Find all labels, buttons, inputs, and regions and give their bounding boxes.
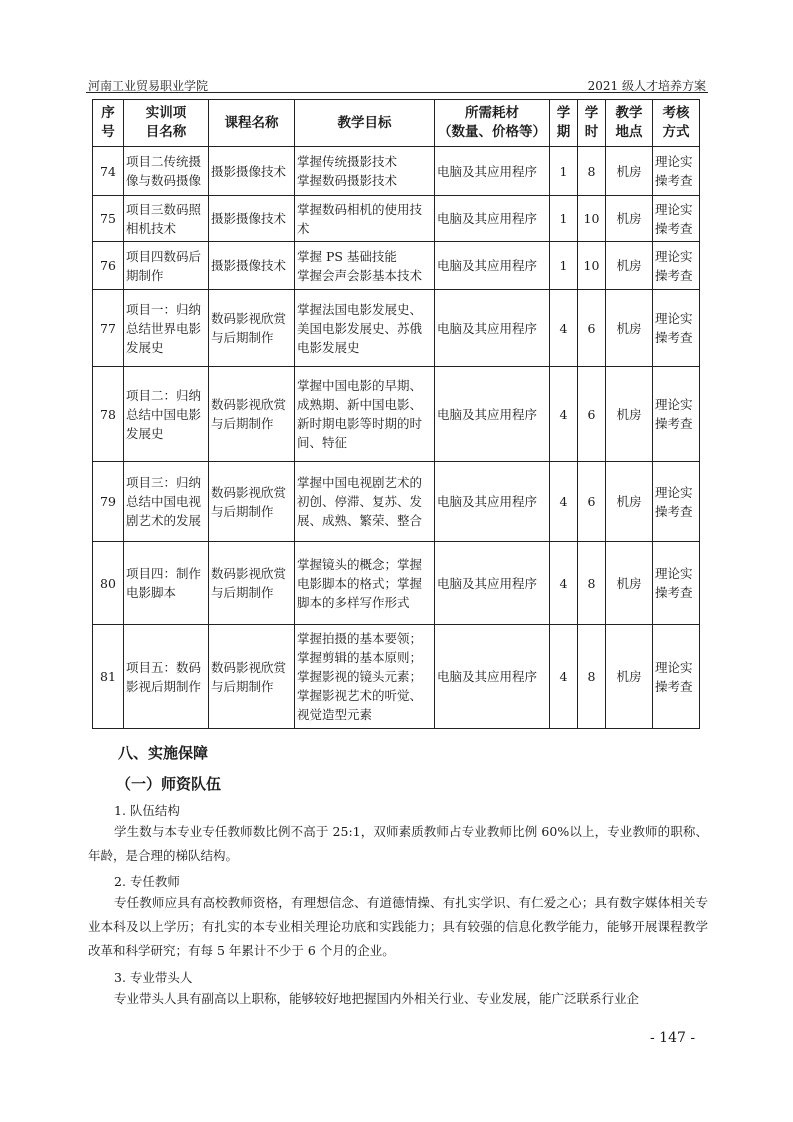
table-row: [93, 462, 700, 542]
header-doc-title: 2021 级人才培养方案: [587, 79, 706, 93]
item-heading-2: 2. 专任教师: [114, 874, 180, 889]
cell-place: 机房: [606, 367, 653, 462]
cell-no: 75: [93, 196, 124, 242]
column-header: 课程名称: [209, 100, 295, 147]
cell-term: 1: [550, 242, 578, 290]
header-institution: 河南工业贸易职业学院: [88, 79, 209, 93]
cell-hours: 6: [578, 367, 606, 462]
cell-hours: 8: [578, 147, 606, 196]
column-header: 序 号: [93, 100, 124, 147]
table-row: [93, 625, 700, 729]
item-heading-1: 1. 队伍结构: [114, 803, 180, 818]
cell-course: 数码影视欣赏与后期制作: [209, 290, 295, 367]
column-header: 所需耗材 （数量、价格等）: [435, 100, 550, 147]
column-header: 学 时: [578, 100, 606, 147]
item-text-2: 专任教师应具有高校教师资格，有理想信念、有道德情操、有扎实学识、有仁爱之心；具有数字媒体相关专业本科及以上学历；有扎实的本专业相关理论功底和实践能力；具有较强的信息化教学能力，能够开展课程教学改革和科学研究；有每 5 年累计不少于 6 个月的企业。: [88, 895, 708, 958]
section-title: 八、实施保障: [118, 744, 209, 762]
cell-goal: 掌握中国电影的早期、成熟期、新中国电影、新时期电影等时期的时间、特征: [295, 367, 435, 462]
column-header: 考核 方式: [653, 100, 700, 147]
cell-goal: 掌握中国电视剧艺术的初创、停滞、复苏、发展、成熟、繁荣、整合: [295, 462, 435, 542]
cell-hours: 8: [578, 625, 606, 729]
cell-materials: 电脑及其应用程序: [435, 542, 550, 625]
column-header: 实训项 目名称: [124, 100, 209, 147]
item-heading-3: 3. 专业带头人: [114, 970, 193, 985]
cell-no: 81: [93, 625, 124, 729]
cell-project: 项目三数码照相机技术: [124, 196, 209, 242]
cell-no: 78: [93, 367, 124, 462]
cell-project: 项目一：归纳总结世界电影发展史: [124, 290, 209, 367]
column-header: 教学 地点: [606, 100, 653, 147]
cell-assess: 理论实操考查: [653, 542, 700, 625]
cell-hours: 10: [578, 196, 606, 242]
cell-term: 4: [550, 290, 578, 367]
table-header-row: [93, 100, 700, 147]
cell-place: 机房: [606, 290, 653, 367]
cell-materials: 电脑及其应用程序: [435, 367, 550, 462]
training-table: [92, 99, 700, 729]
header-rule: [86, 92, 708, 93]
cell-hours: 6: [578, 290, 606, 367]
cell-no: 79: [93, 462, 124, 542]
column-header: 学 期: [550, 100, 578, 147]
table-row: [93, 367, 700, 462]
table-row: [93, 196, 700, 242]
cell-place: 机房: [606, 542, 653, 625]
cell-hours: 8: [578, 542, 606, 625]
cell-materials: 电脑及其应用程序: [435, 242, 550, 290]
cell-goal: 掌握拍摄的基本要领；掌握剪辑的基本原则；掌握影视的镜头元素；掌握影视艺术的听觉、视觉造型元素: [295, 625, 435, 729]
cell-materials: 电脑及其应用程序: [435, 196, 550, 242]
cell-place: 机房: [606, 196, 653, 242]
cell-assess: 理论实操考查: [653, 242, 700, 290]
cell-assess: 理论实操考查: [653, 367, 700, 462]
cell-assess: 理论实操考查: [653, 196, 700, 242]
cell-goal: 掌握 PS 基础技能 掌握会声会影基本技术: [295, 242, 435, 290]
cell-course: 数码影视欣赏与后期制作: [209, 462, 295, 542]
section-subtitle: （一）师资队伍: [116, 775, 222, 793]
cell-project: 项目二传统摄像与数码摄像: [124, 147, 209, 196]
column-header: 教学目标: [295, 100, 435, 147]
cell-course: 数码影视欣赏与后期制作: [209, 625, 295, 729]
cell-assess: 理论实操考查: [653, 147, 700, 196]
cell-goal: 掌握镜头的概念；掌握电影脚本的格式；掌握脚本的多样写作形式: [295, 542, 435, 625]
cell-term: 4: [550, 542, 578, 625]
cell-materials: 电脑及其应用程序: [435, 290, 550, 367]
cell-course: 摄影摄像技术: [209, 147, 295, 196]
cell-no: 76: [93, 242, 124, 290]
cell-term: 1: [550, 196, 578, 242]
cell-term: 4: [550, 625, 578, 729]
cell-assess: 理论实操考查: [653, 290, 700, 367]
table-row: [93, 242, 700, 290]
cell-place: 机房: [606, 625, 653, 729]
page-header: [88, 77, 706, 91]
cell-term: 4: [550, 367, 578, 462]
cell-materials: 电脑及其应用程序: [435, 147, 550, 196]
cell-goal: 掌握传统摄影技术 掌握数码摄影技术: [295, 147, 435, 196]
item-text-3: 专业带头人具有副高以上职称，能够较好地把握国内外相关行业、专业发展，能广泛联系行业企: [114, 991, 640, 1006]
cell-hours: 10: [578, 242, 606, 290]
cell-place: 机房: [606, 147, 653, 196]
cell-project: 项目五：数码影视后期制作: [124, 625, 209, 729]
cell-no: 74: [93, 147, 124, 196]
cell-hours: 6: [578, 462, 606, 542]
cell-goal: 掌握数码相机的使用技术: [295, 196, 435, 242]
cell-project: 项目四数码后期制作: [124, 242, 209, 290]
table-row: [93, 290, 700, 367]
cell-place: 机房: [606, 242, 653, 290]
cell-project: 项目四：制作电影脚本: [124, 542, 209, 625]
table-row: [93, 147, 700, 196]
cell-course: 摄影摄像技术: [209, 242, 295, 290]
cell-no: 80: [93, 542, 124, 625]
page-number: - 147 -: [650, 1030, 696, 1046]
cell-place: 机房: [606, 462, 653, 542]
cell-materials: 电脑及其应用程序: [435, 625, 550, 729]
cell-course: 数码影视欣赏与后期制作: [209, 542, 295, 625]
cell-project: 项目二：归纳总结中国电影发展史: [124, 367, 209, 462]
cell-term: 4: [550, 462, 578, 542]
cell-assess: 理论实操考查: [653, 625, 700, 729]
item-text-1: 学生数与本专业专任教师数比例不高于 25:1，双师素质教师占专业教师比例 60%以上，专业教师的职称、年龄，是合理的梯队结构。: [88, 824, 708, 863]
cell-course: 摄影摄像技术: [209, 196, 295, 242]
cell-term: 1: [550, 147, 578, 196]
cell-project: 项目三：归纳总结中国电视剧艺术的发展: [124, 462, 209, 542]
cell-course: 数码影视欣赏与后期制作: [209, 367, 295, 462]
cell-assess: 理论实操考查: [653, 462, 700, 542]
table-row: [93, 542, 700, 625]
cell-goal: 掌握法国电影发展史、美国电影发展史、苏俄电影发展史: [295, 290, 435, 367]
cell-no: 77: [93, 290, 124, 367]
cell-materials: 电脑及其应用程序: [435, 462, 550, 542]
